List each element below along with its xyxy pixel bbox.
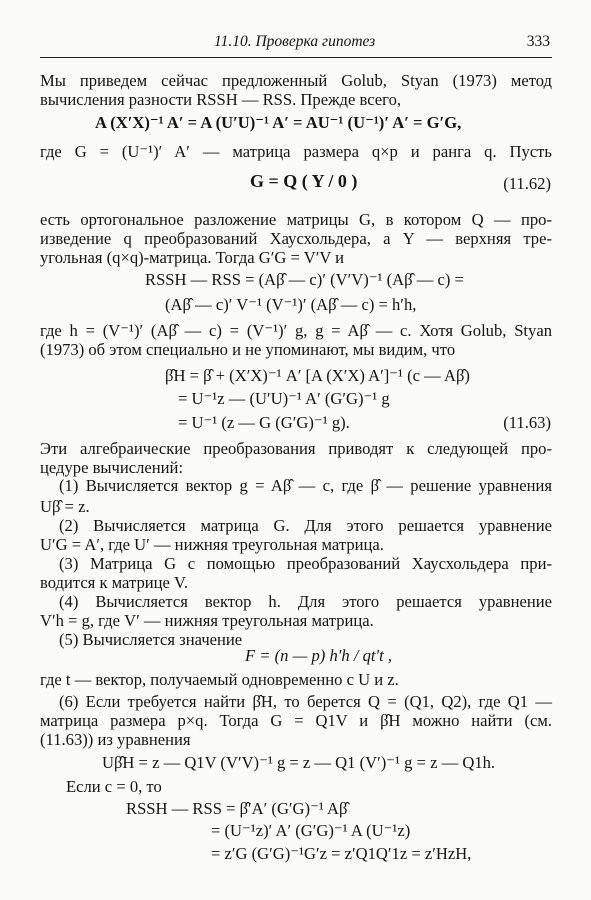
text-line: (6) Если требуется найти β̂H, то берется Q = (Q1, Q2), где Q1 — <box>59 692 552 711</box>
equation: Uβ̂H = z — Q1V (V′V)⁻¹ g = z — Q1 (V′)⁻¹ g = z — Q1h. <box>102 753 496 772</box>
equation: = z′G (G′G)⁻¹G′z = z′Q1Q′1z = z′HzH, <box>211 844 472 863</box>
text-line: где t — вектор, получаемый одновременно с U и z. <box>40 670 399 689</box>
text-line: Если c = 0, то <box>66 777 162 796</box>
equation: = (U⁻¹z)′ A′ (G′G)⁻¹ A (U⁻¹z) <box>211 821 411 840</box>
equation: G = Q ( Y / 0 ) <box>250 171 358 191</box>
equation: = U⁻¹z — (U′U)⁻¹ A′ (G′G)⁻¹ g <box>178 389 390 408</box>
text-line: вычисления разности RSSH — RSS. Прежде всего, <box>40 90 402 109</box>
text-line: угольная (q×q)-матрица. Тогда G′G = V′V и <box>40 248 345 267</box>
text-line: Мы приведем сейчас предложенный Golub, Styan (1973) метод <box>40 71 552 90</box>
text-line: (5) Вычисляется значение <box>59 630 243 649</box>
text-line: матрица размера p×q. Тогда G = Q1V и β̂H можно найти (см. <box>40 711 552 730</box>
equation: (Aβ̂ — c)′ V⁻¹ (V⁻¹)′ (Aβ̂ — c) = h′h, <box>165 295 417 314</box>
equation-number: (11.63) <box>503 413 551 432</box>
page-number: 333 <box>526 33 550 50</box>
text-line: (11.63)) из уравнения <box>40 730 191 749</box>
equation-number: (11.62) <box>503 174 551 193</box>
text-line: Эти алгебраические преобразования приводят к следующей про- <box>40 439 552 458</box>
text-line: изведение q преобразований Хаусхольдера, а Y — верхняя тре- <box>40 229 552 248</box>
text-line: где h = (V⁻¹)′ (Aβ̂ — c) = (V⁻¹)′ g, g = Aβ̂ — c. Хотя Golub, Styan <box>40 321 552 340</box>
text-line: (1) Вычисляется вектор g = Aβ̂ — c, где β̂ — решение уравнения <box>59 476 552 495</box>
equation: RSSH — RSS = (Aβ̂ — c)′ (V′V)⁻¹ (Aβ̂ — c) = <box>145 270 464 289</box>
text-line: где G = (U⁻¹)′ A′ — матрица размера q×p и ранга q. Пусть <box>40 142 552 161</box>
text-line: Uβ̂ = z. <box>40 497 90 516</box>
text-line: цедуре вычислений: <box>40 458 184 477</box>
equation: RSSH — RSS = β̂′A′ (G′G)⁻¹ Aβ̂ <box>126 799 348 818</box>
equation: F = (n — p) h′h / qt′t , <box>245 646 393 665</box>
text-line: (4) Вычисляется вектор h. Для этого решается уравнение <box>59 592 552 611</box>
text-line: U′G = A′, где U′ — нижняя треугольная матрица. <box>40 535 384 554</box>
text-line: есть ортогональное разложение матрицы G, в котором Q — про- <box>40 210 552 229</box>
page-bottom-margin <box>0 864 591 900</box>
running-header-title: 11.10. Проверка гипотез <box>214 33 376 50</box>
text-line: V′h = g, где V′ — нижняя треугольная матрица. <box>40 611 374 630</box>
equation: β̂H = β̂ + (X′X)⁻¹ A′ [A (X′X) A′]⁻¹ (c — Aβ̂) <box>165 366 470 385</box>
text-line: (3) Матрица G с помощью преобразований Хаусхольдера при- <box>59 554 552 573</box>
equation: A (X′X)⁻¹ A′ = A (U′U)⁻¹ A′ = AU⁻¹ (U⁻¹)′ A′ = G′G, <box>95 113 462 132</box>
header-rule <box>40 57 552 58</box>
text-line: (1973) об этом специально и не упоминают, мы видим, что <box>40 340 456 359</box>
running-header <box>40 34 550 54</box>
equation: = U⁻¹ (z — G (G′G)⁻¹ g). <box>178 413 350 432</box>
text-line: водится к матрице V. <box>40 573 189 592</box>
text-line: (2) Вычисляется матрица G. Для этого решается уравнение <box>59 516 552 535</box>
